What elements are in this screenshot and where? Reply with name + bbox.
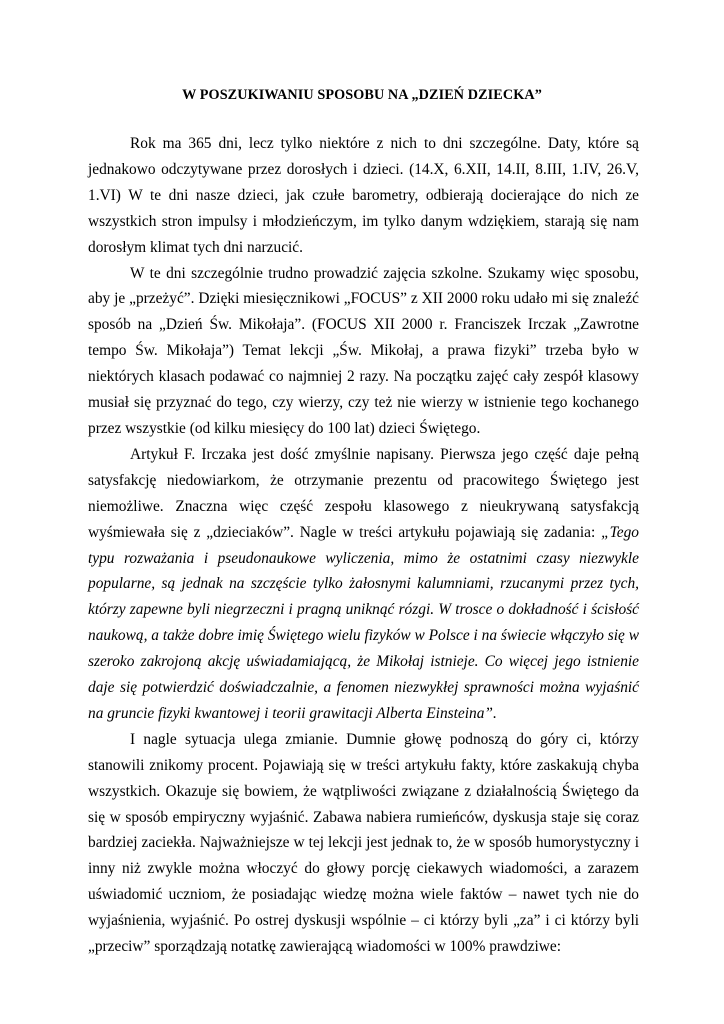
paragraph-1 (88, 131, 639, 261)
paragraph-4 (88, 727, 639, 960)
paragraph-2-text: W te dni szczególnie trudno prowadzić zajęcia szkolne. Szukamy więc sposobu, aby je „przeżyć”. Dzięki miesięcznikowi „FOCUS” z XII 2000 roku udało mi się znaleźć sposób na „Dzień Św. Mikołaja”. (FOCUS XII 2000 r. Franciszek Irczak „Zawrotne tempo Św. Mikołaja”) Temat lekcji „Św. Mikołaj, a prawa fizyki” trzeba było w niektórych klasach podawać co najmniej 2 razy. Na początku zajęć cały zespół klasowy musiał się przyznać do tego, czy wierzy, czy też nie wierzy w istnienie tego kochanego przez wszystkie (od kilku miesięcy do 100 lat) dzieci Świętego. (88, 264, 639, 437)
paragraph-3-text: Artykuł F. Irczaka jest dość zmyślnie napisany. Pierwsza jego część daje pełną satysfakcję niedowiarkom, że otrzymanie prezentu od pracowitego Świętego jest niemożliwe. Znaczna więc część zespołu klasowego z nieukrywaną satysfakcją wyśmiewała się z „dzieciaków”. Nagle w treści artykułu pojawiają się zadania: (88, 445, 639, 541)
paragraph-3 (88, 442, 639, 727)
paragraph-1-text: Rok ma 365 dni, lecz tylko niektóre z nich to dni szczególne. Daty, które są jednakowo odczytywane przez dorosłych i dzieci. (14.X, 6.XII, 14.II, 8.III, 1.IV, 26.V, 1.VI) W te dni nasze dzieci, jak czułe barometry, odbierają docierające do nich ze wszystkich stron impulsy i młodzieńczym, im tylko danym wdziękiem, starają się nam dorosłym klimat tych dni narzucić. (88, 135, 639, 256)
document-title: W POSZUKIWANIU SPOSOBU NA „DZIEŃ DZIECKA” (182, 87, 542, 103)
paragraph-4-text: I nagle sytuacja ulega zmianie. Dumnie głowę podnoszą do góry ci, którzy stanowili znikomy procent. Pojawiają się w treści artykułu fakty, które zaskakują chyba wszystkich. Okazuje się bowiem, że wątpliwości związane z działalnością Świętego da się w sposób empiryczny wyjaśnić. Zabawa nabiera rumieńców, dyskusja staje się coraz bardziej zaciekła. Najważniejsze w tej lekcji jest jednak to, że w sposób humorystyczny i inny niż zwykle można włoczyć do głowy porcję ciekawych wiadomości, a zarazem uświadomić uczniom, że posiadając wiedzę można wiele faktów – nawet tych nie do wyjaśnienia, wyjaśnić. Po ostrej dyskusji wspólnie – ci którzy byli „za” i ci którzy byli „przeciw” sporządzają notatkę zawierającą wiadomości w 100% prawdziwe: (88, 730, 639, 956)
paragraph-2 (88, 261, 639, 442)
document-body (88, 131, 639, 960)
article-quote: „Tego typu rozważania i pseudonaukowe wyliczenia, mimo że ostatnimi czasy niezwykle popularne, są jednak na szczęście tylko żałosnymi kalumniami, rzucanymi przez tych, którzy zapewne byli niegrzeczni i pragną uniknąć rózgi. W trosce o dokładność i ścisłość naukową, a także dobre imię Świętego wielu fizyków w Polsce i na świecie włączyło się w szeroko zakrojoną akcję uświadamiającą, że Mikołaj istnieje. Co więcej jego istnienie daje się potwierdzić doświadczalnie, a fenomen niezwykłej sprawności można wyjaśnić na gruncie fizyki kwantowej i teorii grawitacji Alberta Einsteina”. (88, 523, 639, 722)
